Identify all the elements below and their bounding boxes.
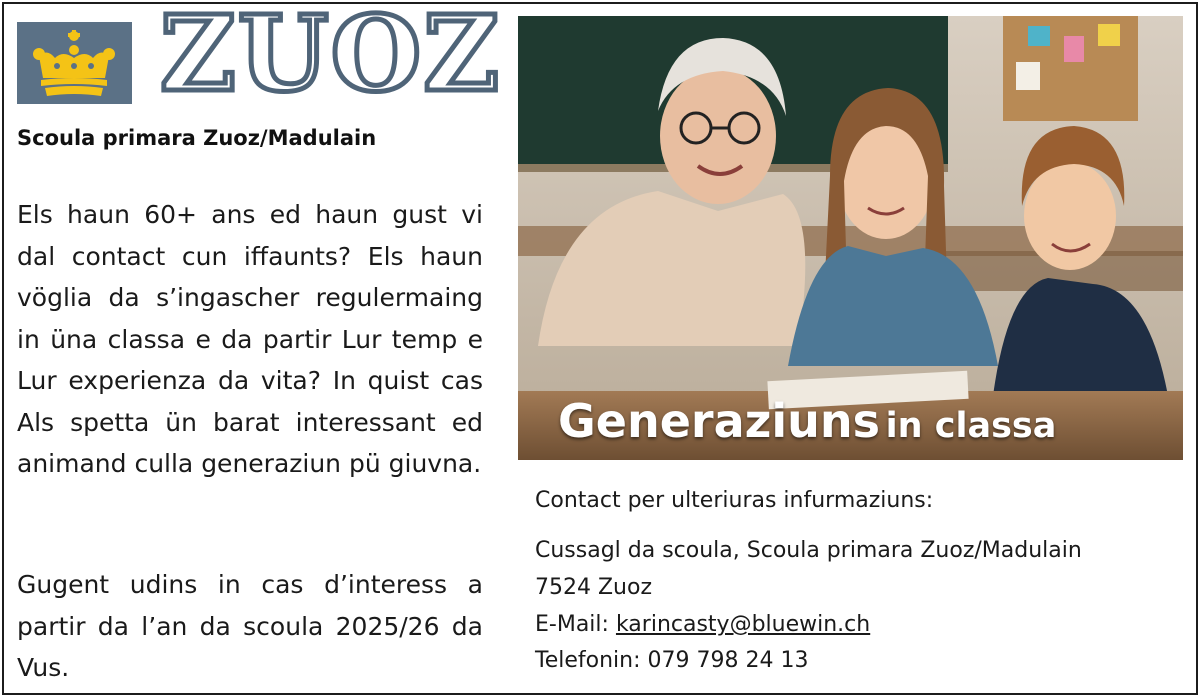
photo-title-rest: in classa — [885, 406, 1057, 446]
contact-phone: Telefonin: 079 798 24 13 — [535, 648, 809, 673]
photo-title — [558, 394, 1056, 448]
coat-of-arms — [17, 22, 132, 104]
crown-icon — [17, 22, 132, 104]
contact-postal: 7524 Zuoz — [535, 575, 653, 600]
zuoz-wordmark: ZUOZ — [160, 0, 502, 115]
email-link[interactable]: karincasty@bluewin.ch — [615, 612, 871, 637]
intro-paragraph: Els haun 60+ ans ed haun gust vi dal contact cun iffaunts? Els haun vöglia da s’ingascher regulermaing in üna classa e da partir Lur temp e Lur experienza da vita? In quist cas Als spetta ün barat interessant ed animand culla generaziun pü giuvna. — [17, 200, 483, 478]
contact-organization: Cussagl da scoula, Scoula primara Zuoz/Madulain — [535, 538, 1082, 563]
email-label: E-Mail: — [535, 612, 609, 637]
contact-heading: Contact per ulteriuras infurmaziuns: — [535, 488, 934, 513]
school-name: Scoula primara Zuoz/Madulain — [17, 126, 377, 150]
closing-paragraph: Gugent udins in cas d’interess a partir da l’an da scoula 2025/26 da Vus. — [17, 570, 483, 682]
contact-email-line — [535, 612, 870, 637]
classroom-photo — [518, 16, 1183, 460]
photo-title-main: Generaziuns — [558, 394, 881, 448]
